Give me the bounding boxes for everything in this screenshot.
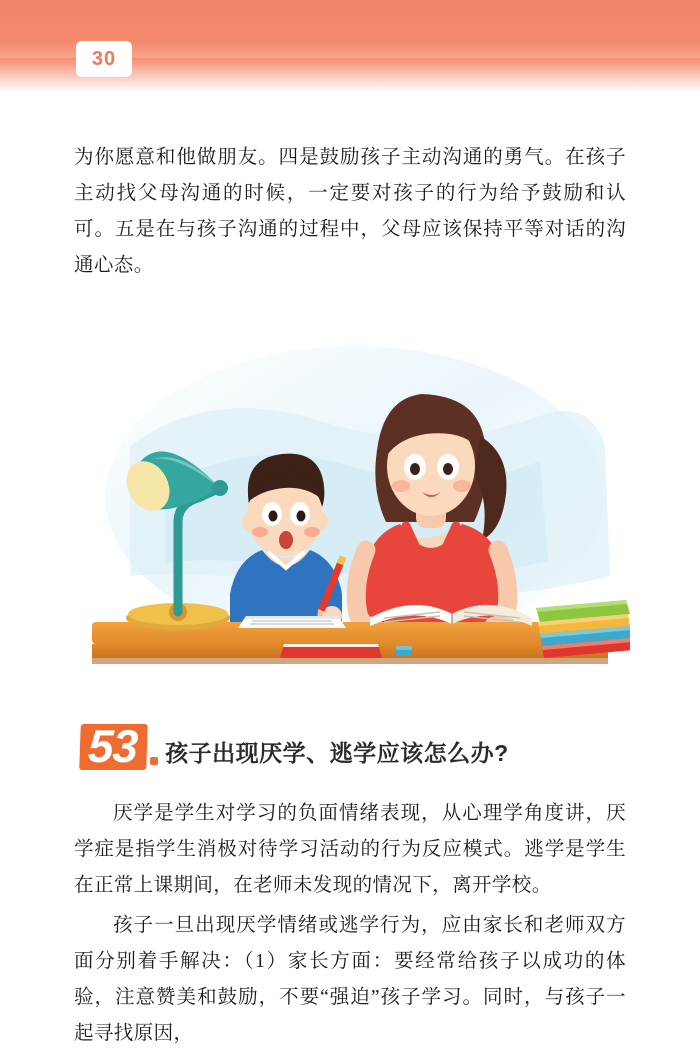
section-paragraph-2: 孩子一旦出现厌学情绪或逃学行为，应由家长和老师双方面分别着手解决：（1）家长方面：要经常给孩子以成功的体验，注意赞美和鼓励，不要“强迫”孩子学习。同时，与孩子一起寻找原因， xyxy=(74,915,626,1044)
page-number-badge xyxy=(76,41,132,77)
page-number: 30 xyxy=(91,47,117,70)
illustration-mother-and-child xyxy=(70,326,630,676)
page-header-band xyxy=(0,0,700,92)
illustration-svg xyxy=(70,326,630,676)
section-title: 孩子出现厌学、逃学应该怎么办? xyxy=(165,740,509,766)
section-dot-icon xyxy=(150,757,158,765)
section-number: 53 xyxy=(79,724,148,770)
section-paragraph-1: 厌学是学生对学习的负面情绪表现，从心理学角度讲，厌学症是指学生消极对待学习活动的行为反应模式。逃学是学生在正常上课期间，在老师未发现的情况下，离开学校。 xyxy=(74,803,626,896)
page-content xyxy=(0,92,700,1052)
section-heading xyxy=(80,722,700,770)
intro-paragraph: 为你愿意和他做朋友。四是鼓励孩子主动沟通的勇气。在孩子主动找父母沟通的时候，一定要对孩子的行为给予鼓励和认可。五是在与孩子沟通的过程中，父母应该保持平等对话的沟通心态。 xyxy=(74,147,626,276)
